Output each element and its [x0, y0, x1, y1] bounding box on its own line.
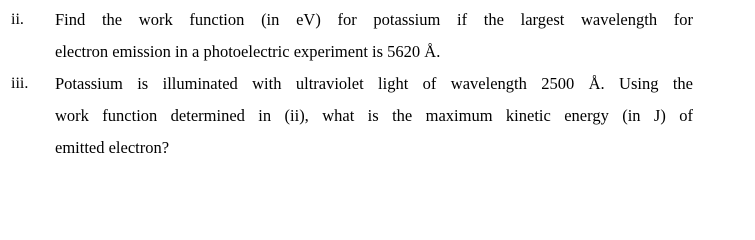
question-text-line: electron emission in a photoelectric experiment is 5620 Å. — [55, 42, 441, 61]
question-number: iii. — [11, 75, 29, 92]
question-text-line: Potassium is illuminated with ultraviolet light of wavelength 2500 Å. Using the — [55, 74, 693, 93]
question-number: ii. — [11, 11, 24, 28]
question-text-line: emitted electron? — [55, 138, 170, 157]
question-text-line: work function determined in (ii), what is the maximum kinetic energy (in J) of — [55, 106, 693, 125]
question-text-line: Find the work function (in eV) for potassium if the largest wavelength for — [55, 10, 693, 29]
